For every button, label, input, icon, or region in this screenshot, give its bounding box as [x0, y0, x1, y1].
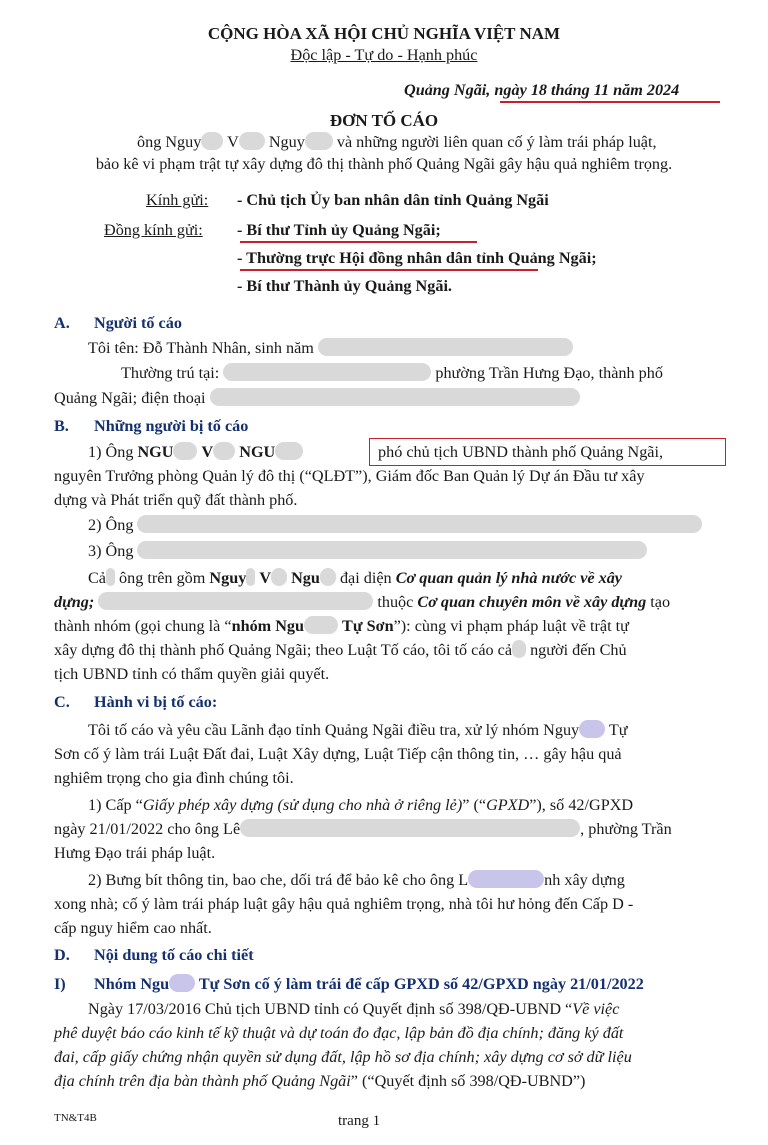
- section-c-number: C.: [54, 693, 70, 711]
- redaction: [304, 616, 338, 634]
- redaction: [137, 541, 647, 559]
- act-permit-line-2: [54, 819, 672, 839]
- redaction: [137, 515, 702, 533]
- detail-text: ” (“Quyết định số 398/QĐ-UBND”): [350, 1072, 586, 1090]
- redaction: [305, 132, 333, 150]
- act-permit-line-3: Hưng Đạo trái pháp luật.: [54, 844, 216, 862]
- group-line-3: [54, 616, 629, 636]
- group-text: đại diện: [339, 569, 392, 587]
- subtitle-text: ông Nguy: [137, 133, 202, 151]
- accused-1-position: phó chủ tịch UBND thành phố Quảng Ngãi,: [378, 443, 664, 461]
- reporter-name: [88, 338, 573, 358]
- act-line-1: [88, 720, 628, 740]
- group-agency: dựng;: [54, 593, 95, 611]
- footer-code: TN&T4B: [54, 1112, 97, 1124]
- group-line-5: tịch UBND tỉnh có thẩm quyền giải quyết.: [54, 665, 330, 683]
- permit-text: ngày 21/01/2022 cho ông Lê: [54, 820, 241, 838]
- section-a-number: A.: [54, 314, 70, 332]
- redaction: [468, 870, 544, 888]
- document-title: ĐƠN TỐ CÁO: [329, 111, 439, 130]
- act-cover-line-3: cấp nguy hiểm cao nhất.: [54, 919, 212, 937]
- redaction: [275, 442, 303, 460]
- title-subtitle-1: [137, 132, 657, 152]
- reporter-phone: [54, 388, 580, 408]
- page-number: trang 1: [338, 1113, 381, 1129]
- group-line-4: [54, 640, 627, 660]
- redaction: [106, 568, 115, 586]
- group-nickname: nhóm Ngu: [231, 617, 304, 635]
- group-text: thuộc: [377, 593, 414, 611]
- position-red-box: [369, 438, 726, 466]
- detail-line-4: [54, 1071, 585, 1091]
- address-text: phường Trần Hưng Đạo, thành phố: [435, 364, 663, 382]
- cover-text: 2) Bưng bít thông tin, bao che, dối trá để bảo kê cho ông L: [88, 871, 469, 889]
- reporter-address: [121, 363, 663, 383]
- subsection-text: Tự Sơn: [198, 975, 251, 993]
- redaction: [512, 640, 526, 658]
- accused-1-name: NGU: [137, 443, 174, 461]
- group-text: xây dựng đô thị thành phố Quảng Ngãi; theo Luật Tố cáo, tôi tố cáo cả: [54, 641, 513, 659]
- act-cover-line-2: xong nhà; cố ý làm trái pháp luật gây hậu quả nghiêm trọng, nhà tôi hư hỏng đến Cấp D -: [54, 895, 634, 913]
- group-text: ông trên gồm: [119, 569, 206, 587]
- section-a-heading: Người tố cáo: [94, 314, 182, 332]
- group-text: ”): cùng vi phạm pháp luật về trật tự: [393, 617, 629, 635]
- cc2-red-underline: [240, 269, 538, 271]
- permit-text: , phường Trần: [580, 820, 672, 838]
- reporter-name-text: Tôi tên: Đỗ Thành Nhân, sinh năm: [88, 339, 314, 357]
- act-line-2: Sơn cố ý làm trái Luật Đất đai, Luật Xây dựng, Luật Tiếp cận thông tin, … gây hậu quả: [54, 745, 622, 763]
- permit-name: Giấy phép xây dựng (sử dụng cho nhà ở riêng lẻ): [142, 796, 463, 814]
- address-label: Thường trú tại:: [121, 364, 220, 382]
- section-b-number: B.: [54, 417, 69, 435]
- detail-line-3: đai, cấp giấy chứng nhận quyền sử dụng đất, lập hồ sơ địa chính; xây dựng cơ sở dữ liệu: [54, 1048, 632, 1066]
- subtitle-text: và những người liên quan cố ý làm trái pháp luật,: [336, 133, 657, 151]
- document-date: Quảng Ngãi, ngày 18 tháng 11 năm 2024: [404, 81, 680, 99]
- act-text: Tôi tố cáo và yêu cầu Lãnh đạo tỉnh Quảng Ngãi điều tra, xử lý nhóm Nguy: [88, 721, 580, 739]
- group-text: người đến Chủ: [530, 641, 627, 659]
- redaction: [169, 974, 195, 992]
- group-agency: Cơ quan chuyên môn về xây dựng: [417, 593, 647, 611]
- redaction: [223, 363, 431, 381]
- detail-italic: Về việc: [572, 1000, 620, 1018]
- accused-1-text: 1) Ông: [88, 443, 134, 461]
- detail-line-1: [88, 999, 619, 1019]
- permit-abbr: GPXD: [486, 796, 530, 814]
- group-agency: Cơ quan quản lý nhà nước về xây: [395, 569, 622, 587]
- subtitle-text: Nguy: [268, 133, 305, 151]
- group-line-2: [54, 592, 670, 612]
- redaction: [318, 338, 573, 356]
- detail-text: Ngày 17/03/2016 Chủ tịch UBND tỉnh có Quyết định số 398/QĐ-UBND “: [88, 1000, 573, 1018]
- group-text: Cả: [88, 569, 106, 587]
- section-d-heading: Nội dung tố cáo chi tiết: [94, 946, 254, 964]
- redaction: [213, 442, 235, 460]
- subsection-text: Nhóm Ngu: [94, 975, 170, 993]
- subsection-number: I): [54, 975, 66, 993]
- redaction: [271, 568, 287, 586]
- cc-label: Đồng kính gửi:: [104, 221, 203, 239]
- redaction: [320, 568, 336, 586]
- redaction: [239, 132, 265, 150]
- cc-recipient-2: - Thường trực Hội đồng nhân dân tỉnh Quảng Ngãi;: [237, 249, 597, 267]
- group-name: V: [259, 569, 272, 587]
- accused-1-line-1: [88, 442, 303, 462]
- group-text: thành nhóm (gọi chung là “: [54, 617, 232, 635]
- act-text: Tự: [608, 721, 628, 739]
- date-red-underline: [500, 101, 720, 103]
- act-permit-line-1: [88, 795, 633, 815]
- redaction: [173, 442, 197, 460]
- accused-2: [88, 515, 702, 535]
- group-name: Nguy: [209, 569, 247, 587]
- subtitle-text: V: [227, 133, 239, 151]
- nation-title: CỘNG HÒA XÃ HỘI CHỦ NGHĨA VIỆT NAM: [207, 24, 561, 43]
- group-name: Ngu: [291, 569, 320, 587]
- redaction: [98, 592, 373, 610]
- section-c-heading: Hành vi bị tố cáo:: [94, 693, 218, 711]
- act-cover-line-1: [88, 870, 625, 890]
- cc-recipient-1: - Bí thư Tỉnh ủy Quảng Ngãi;: [237, 221, 441, 239]
- cover-text: nh xây dựng: [544, 871, 625, 889]
- redaction: [246, 568, 255, 586]
- group-nickname: Tự Sơn: [342, 617, 394, 635]
- cc-recipient-3: - Bí thư Thành ủy Quảng Ngãi.: [237, 277, 452, 295]
- accused-1-name: NGU: [239, 443, 276, 461]
- accused-3-label: 3) Ông: [88, 542, 134, 560]
- cc1-red-underline: [240, 241, 477, 243]
- accused-1-line-2: nguyên Trưởng phòng Quản lý đô thị (“QLĐT”), Giám đốc Ban Quản lý Dự án Đầu tư xây: [54, 467, 645, 485]
- group-text: tạo: [650, 593, 671, 611]
- accused-1-line-3: dựng và Phát triển quỹ đất thành phố.: [54, 491, 298, 509]
- act-line-3: nghiêm trọng cho gia đình chúng tôi.: [54, 769, 294, 787]
- section-d-number: D.: [54, 946, 70, 964]
- subsection-heading: [94, 974, 644, 994]
- motto: Độc lập - Tự do - Hạnh phúc: [290, 46, 478, 64]
- accused-1-name: V: [201, 443, 214, 461]
- redaction: [210, 388, 580, 406]
- group-line-1: [88, 568, 622, 588]
- redaction: [240, 819, 580, 837]
- accused-3: [88, 541, 647, 561]
- to-label: Kính gửi:: [146, 191, 209, 209]
- subsection-text: cố ý làm trái để cấp GPXD số 42/GPXD ngày 21/01/2022: [254, 975, 644, 993]
- permit-text: ”), số 42/GPXD: [529, 796, 634, 814]
- section-b-heading: Những người bị tố cáo: [94, 417, 249, 435]
- detail-italic: địa chính trên địa bàn thành phố Quảng Ngãi: [54, 1072, 351, 1090]
- redaction: [201, 132, 223, 150]
- to-recipient-1: - Chủ tịch Ủy ban nhân dân tỉnh Quảng Ngãi: [237, 191, 549, 209]
- accused-2-label: 2) Ông: [88, 516, 134, 534]
- redaction: [579, 720, 605, 738]
- phone-label: Quảng Ngãi; điện thoại: [54, 389, 206, 407]
- permit-text: ” (“: [462, 796, 487, 814]
- detail-line-2: phê duyệt báo cáo kinh tế kỹ thuật và dự toán đo đạc, lập bản đồ địa chính; đăng ký đất: [54, 1024, 624, 1042]
- title-subtitle-2: bảo kê vi phạm trật tự xây dựng đô thị thành phố Quảng Ngãi gây hậu quả nghiêm trọng.: [95, 155, 673, 173]
- permit-text: 1) Cấp “: [88, 796, 143, 814]
